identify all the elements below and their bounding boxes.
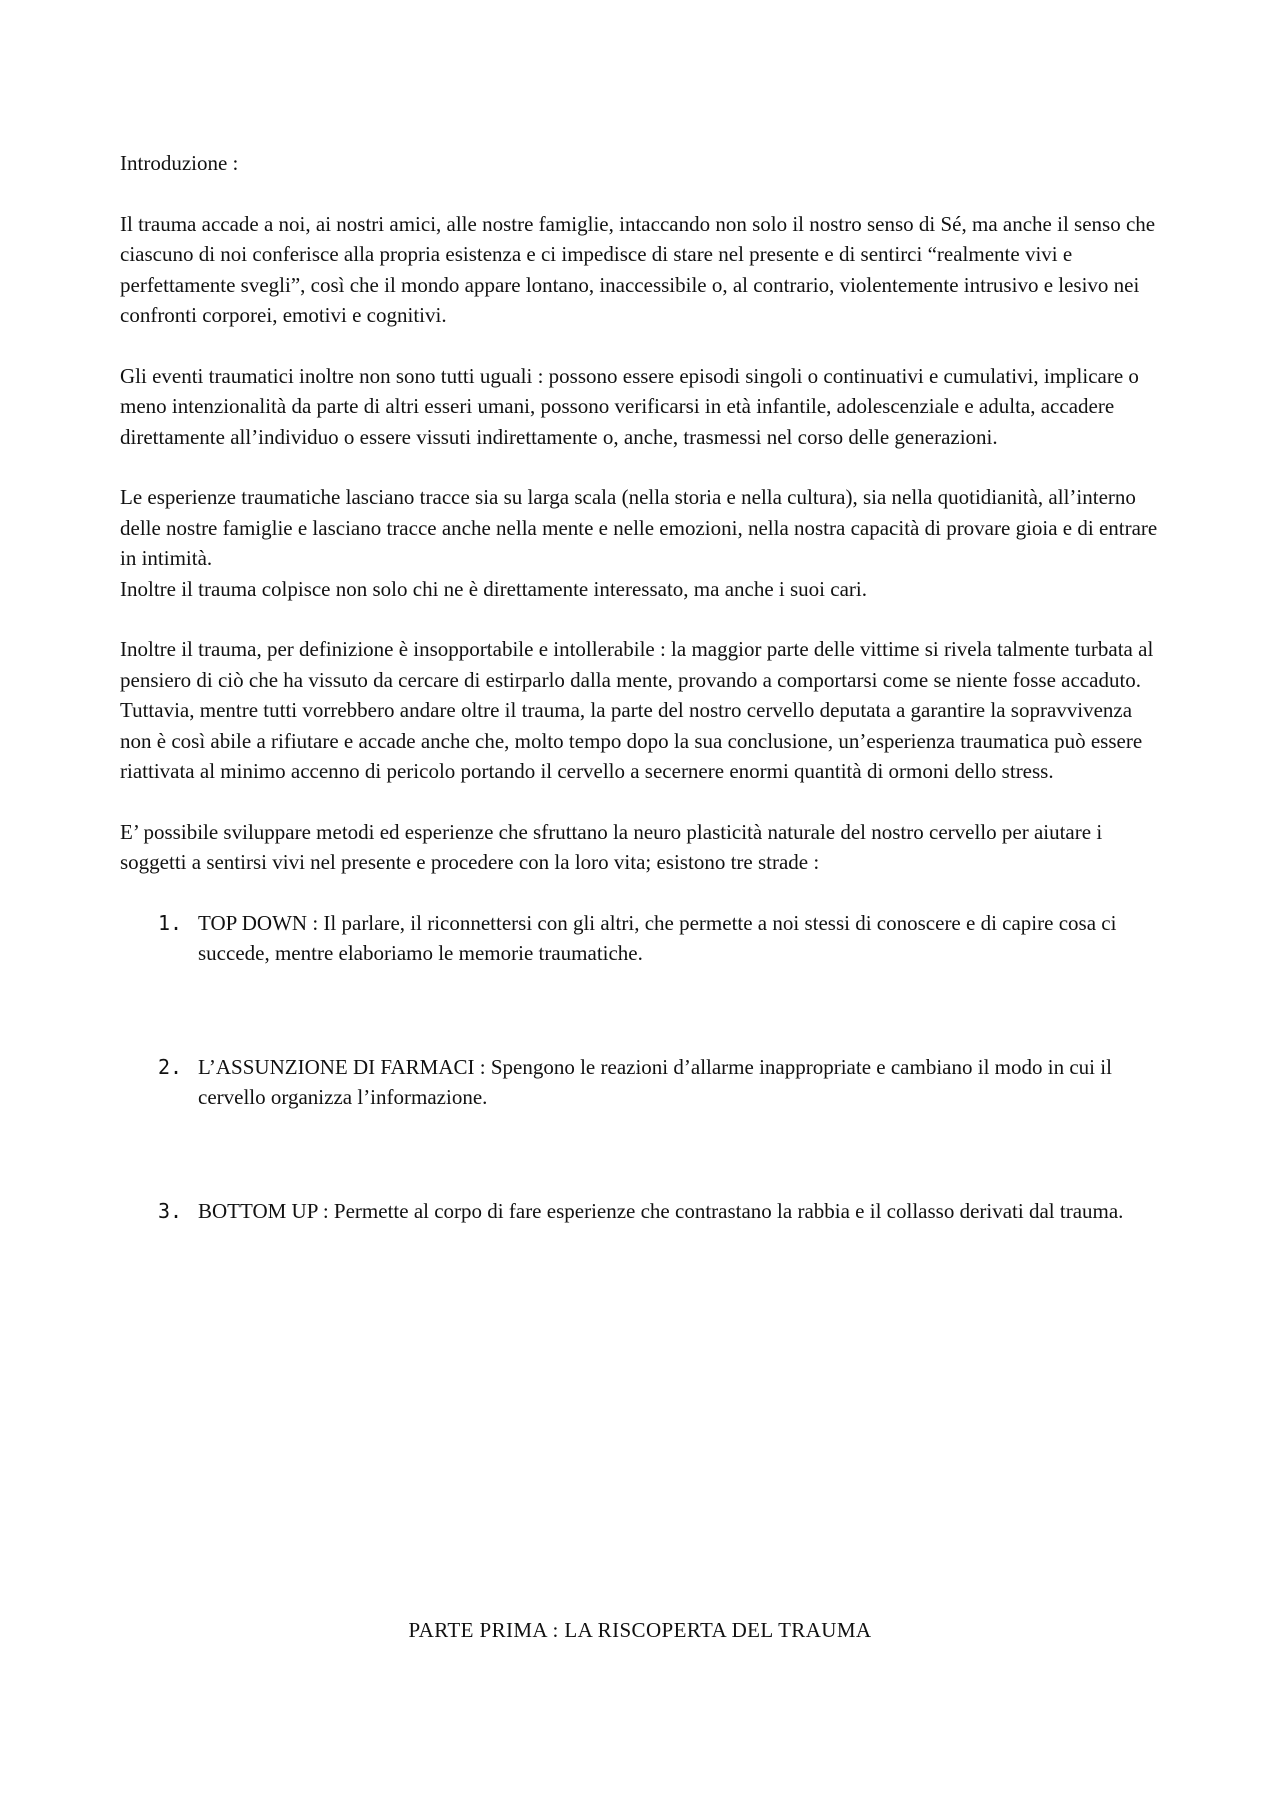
paragraph-traumatic-traces: Le esperienze traumatiche lasciano tracce sia su larga scala (nella storia e nella cultura), sia nella quotidianità, all’interno delle nostre famiglie e lasciano tracce anche nella mente e nelle emozioni, nella nostra capacità di provare gioia e di entrare in intimità. xyxy=(120,485,1158,570)
paragraph-loved-ones: Inoltre il trauma colpisce non solo chi ne è direttamente interessato, ma anche i suoi cari. xyxy=(120,576,867,601)
approaches-list xyxy=(120,908,1165,1227)
paragraph-traumatic-events: Gli eventi traumatici inoltre non sono tutti uguali : possono essere episodi singoli o continuativi e cumulativi, implicare o meno intenzionalità da parte di altri esseri umani, possono verificarsi in età infantile, adolescenziale e adulta, accadere direttamente all’individuo o essere vissuti indirettamente o, anche, trasmessi nel corso delle generazioni. xyxy=(120,363,1139,449)
paragraph-unbearable-trauma: Inoltre il trauma, per definizione è insopportabile e intollerabile : la maggior parte delle vittime si rivela talmente turbata al pensiero di ciò che ha vissuto da cercare di estirparlo dalla mente, provando a comportarsi come se niente fosse accaduto. xyxy=(120,637,1154,692)
list-number: 1. xyxy=(158,910,183,935)
paragraph-trauma-definition: Il trauma accade a noi, ai nostri amici, alle nostre famiglie, intaccando non solo il nostro senso di Sé, ma anche il senso che ciascuno di noi conferisce alla propria esistenza e ci impedisce di stare nel presente e di sentirci “realmente vivi e perfettamente svegli”, così che il mondo appare lontano, inaccessibile o, al contrario, violentemente intrusivo e lesivo nei confronti corporei, emotivi e cognitivi. xyxy=(120,211,1156,327)
list-item-text: TOP DOWN : Il parlare, il riconnettersi con gli altri, che permette a noi stessi di conoscere e di capire cosa ci succede, mentre elaboriamo le memorie traumatiche. xyxy=(198,910,1117,965)
intro-heading: Introduzione : xyxy=(120,151,239,175)
paragraph-brain-survival: Tuttavia, mentre tutti vorrebbero andare oltre il trauma, la parte del nostro cervello deputata a garantire la sopravvivenza non è così abile a rifiutare e accade anche che, molto tempo dopo la sua conclusione, un’esperienza traumatica può essere riattivata al minimo accenno di pericolo portando il cervello a secernere enormi quantità di ormoni dello stress. xyxy=(120,698,1143,783)
list-item-text: BOTTOM UP : Permette al corpo di fare esperienze che contrastano la rabbia e il collasso derivati dal trauma. xyxy=(198,1198,1124,1223)
list-item-text: L’ASSUNZIONE DI FARMACI : Spengono le reazioni d’allarme inappropriate e cambiano il modo in cui il cervello organizza l’informazione. xyxy=(198,1054,1112,1109)
list-item-top-down xyxy=(120,908,1165,969)
list-item-medication xyxy=(120,1052,1165,1113)
paragraph-three-paths: E’ possibile sviluppare metodi ed esperienze che sfruttano la neuro plasticità naturale del nostro cervello per aiutare i soggetti a sentirsi vivi nel presente e procedere con la loro vita; esistono tre strade : xyxy=(120,819,1103,874)
list-item-bottom-up xyxy=(120,1196,1165,1227)
section-title: PARTE PRIMA : LA RISCOPERTA DEL TRAUMA xyxy=(408,1618,872,1642)
list-number: 3. xyxy=(158,1198,183,1223)
list-number: 2. xyxy=(158,1054,183,1079)
document-body xyxy=(120,148,1165,1226)
